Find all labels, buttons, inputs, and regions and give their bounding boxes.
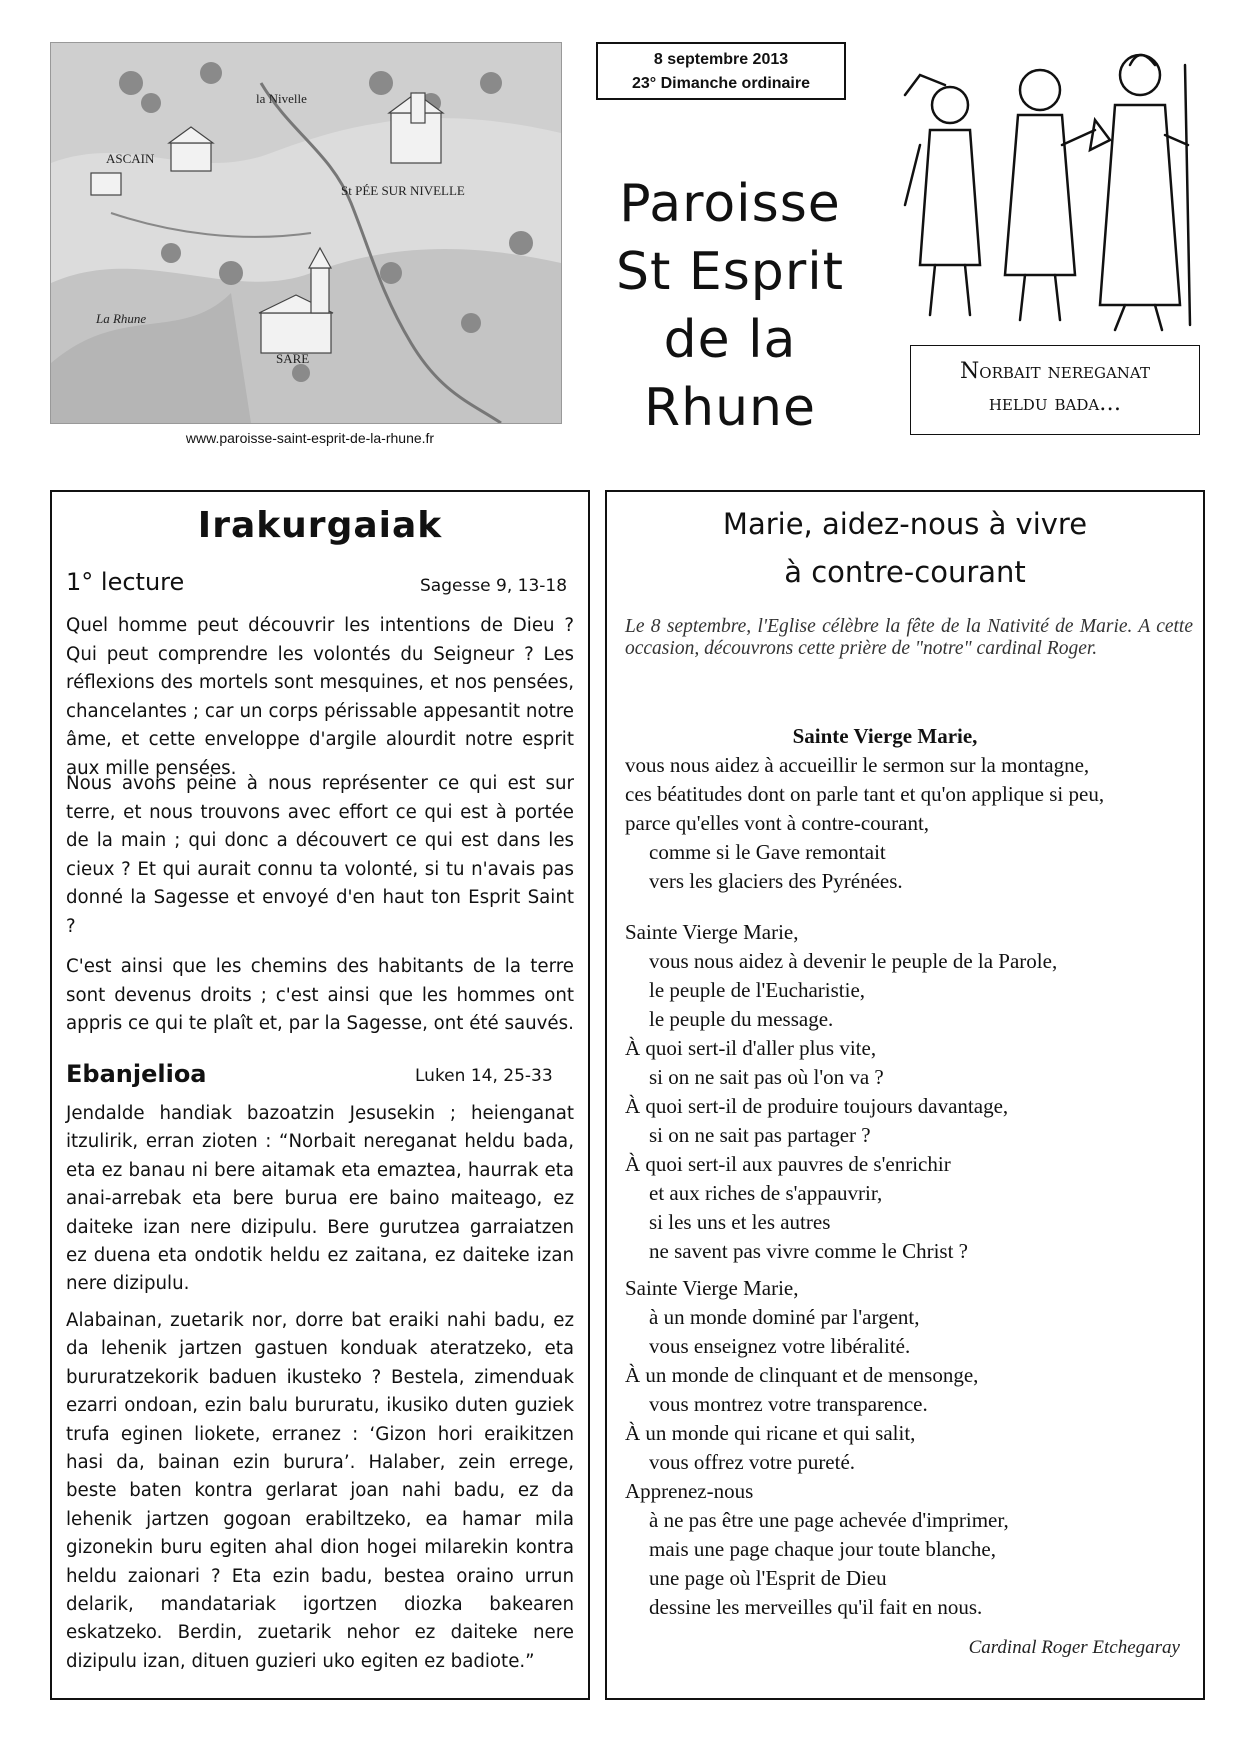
prayer-line: vous nous aidez à accueillir le sermon sur la montagne, [625,753,1090,777]
prayer-line: vous montrez votre transparence. [649,1392,928,1416]
prayer-line: et aux riches de s'appauvrir, [649,1181,883,1205]
map-drawing [51,43,561,423]
disciples-drawing [900,35,1210,335]
readings-title: Irakurgaiak [197,505,443,546]
gospel-paragraph: Alabainan, zuetarik nor, dorre bat eraiki nahi badu, ez da lehenik jartzen gastuen konduak ateratzeko, eta bururatzekorik baduen ikusteko ? Bestela, zimenduak ezarri ondoan, ezin balu bururatu, ikusiko duten guziek trufa eginen liokete, erranez : ‘Gizon hori eraikitzen hasi da, bainan ezin burura’. Halaber, zein errege, beste baten kontra gerlarat joan nahi badu, ez da lehenik jartzen gogoan erabiltzeko, ea hamar mila gizonekin buru egiten ahal dion hogei milarekin kontra heldu zaionari ? Eta ezin badu, bestea oraino urrun delarik, mandatariak igortzen diozka bakearen eskatzeko. Berdin, zuetarik nehor ez daiteke nere dizipulu izan, dituen guzieri uko egiten ez badiote.” [66,1310,574,1672]
map-label-st-pee: St PÉE SUR NIVELLE [341,183,465,198]
prayer-line: vous offrez votre pureté. [649,1450,856,1474]
first-reading-paragraph: Nous avons peine à nous représenter ce qui est sur terre, et nous trouvons avec effort ce qui est à portée de la main ; qui donc a découvert ce qui est dans les cieux ? Et qui aurait connu ta volonté, si tu n'avais pas donné la Sagesse et envoyé d'en haut ton Esprit Saint ? [66,773,574,937]
first-reading-paragraph: C'est ainsi que les chemins des habitants de la terre sont devenus droits ; c'est ainsi que les hommes ont appris ce qui te plaît et, par la Sagesse, ont été sauvés. [66,956,574,1034]
prayer-line: parce qu'elles vont à contre-courant, [625,811,930,835]
map-label-ascain: ASCAIN [106,151,155,166]
prayer-title-line1: Marie, aidez-nous à vivre [722,507,1088,541]
date-line: 8 septembre 2013 [653,51,789,68]
prayer-line: vous nous aidez à devenir le peuple de la Parole, [649,949,1058,973]
first-reading-reference: Sagesse 9, 13-18 [420,576,568,596]
prayer-line: Apprenez-nous [625,1479,754,1503]
prayer-line: une page où l'Esprit de Dieu [649,1566,887,1590]
motto-line2: heldu bada… [988,391,1122,416]
first-reading-heading: 1° lecture [66,568,185,596]
parish-title-line1: Paroisse [619,174,841,234]
prayer-line: si on ne sait pas partager ? [649,1123,871,1147]
prayer-line: vers les glaciers des Pyrénées. [649,869,903,893]
prayer-line: si les uns et les autres [649,1210,831,1234]
sunday-line: 23° Dimanche ordinaire [631,75,810,92]
prayer-author: Cardinal Roger Etchegaray [968,1637,1180,1658]
prayer-body [625,722,1205,1622]
prayer-line: À un monde de clinquant et de mensonge, [625,1363,979,1387]
prayer-line: à un monde dominé par l'argent, [649,1305,920,1329]
disciples-illustration [900,35,1210,335]
prayer-line: mais une page chaque jour toute blanche, [649,1537,996,1561]
prayer-line: comme si le Gave remontait [649,840,886,864]
parish-title-line2: St Esprit [615,242,845,302]
map-label-sare: SARE [276,351,310,366]
village-map-illustration [50,42,562,424]
prayer-title [605,500,1205,596]
prayer-line: À quoi sert-il aux pauvres de s'enrichir [625,1152,951,1176]
prayer-line: à ne pas être une page achevée d'imprimer, [649,1508,1009,1532]
prayer-line: À quoi sert-il d'aller plus vite, [625,1036,877,1060]
prayer-line: À un monde qui ricane et qui salit, [625,1421,916,1445]
prayer-line: le peuple du message. [649,1007,834,1031]
prayer-line: Sainte Vierge Marie, [792,724,978,748]
gospel-reference: Luken 14, 25-33 [415,1066,553,1086]
parish-title [580,170,880,442]
prayer-intro: Le 8 septembre, l'Eglise célèbre la fête de la Nativité de Marie. A cette occasion, découvrons cette prière de "notre" cardinal Roger. [625,616,1193,659]
first-reading-paragraph: Quel homme peut découvrir les intentions de Dieu ? Qui peut comprendre les volontés du Seigneur ? Les réflexions des mortels sont mesquines, et nos pensées, chancelantes ; car un corps périssable appesantit notre âme, et cette enveloppe d'argile alourdit notre esprit aux mille pensées. [66,615,574,779]
prayer-line: À quoi sert-il de produire toujours davantage, [625,1094,1009,1118]
motto-line1: Norbait nereganat [960,359,1150,384]
prayer-line: ne savent pas vivre comme le Christ ? [649,1239,968,1263]
prayer-line: Sainte Vierge Marie, [625,1276,799,1300]
date-box [596,42,846,100]
map-label-rhune: La Rhune [96,311,147,326]
gospel-paragraph: Jendalde handiak bazoatzin Jesusekin ; heienganat itzulirik, erran zioten : “Norbait nereganat heldu bada, eta ez banau ni bere aitamak eta emaztea, haurrak eta anai-arrebak eta bere burua ere baino maiteago, ez daiteke izan nere dizipulu. Bere gurutzea garraiatzen ez duena eta ondotik heldu ez zaitana, ez daiteke izan nere dizipulu. [66,1103,574,1295]
prayer-line: ces béatitudes dont on parle tant et qu'on applique si peu, [625,782,1105,806]
site-url[interactable]: www.paroisse-saint-esprit-de-la-rhune.fr [185,430,435,446]
prayer-line: dessine les merveilles qu'il fait en nous. [649,1595,983,1619]
prayer-line: Sainte Vierge Marie, [625,920,799,944]
prayer-line: le peuple de l'Eucharistie, [649,978,866,1002]
map-label-nivelle: la Nivelle [256,91,307,106]
prayer-line: si on ne sait pas où l'on va ? [649,1065,884,1089]
gospel-heading: Ebanjelioa [66,1060,207,1088]
parish-title-line3: de la Rhune [644,310,816,438]
prayer-line: vous enseignez votre libéralité. [649,1334,911,1358]
prayer-title-line2: à contre-courant [784,555,1026,589]
motto-box [910,345,1200,435]
